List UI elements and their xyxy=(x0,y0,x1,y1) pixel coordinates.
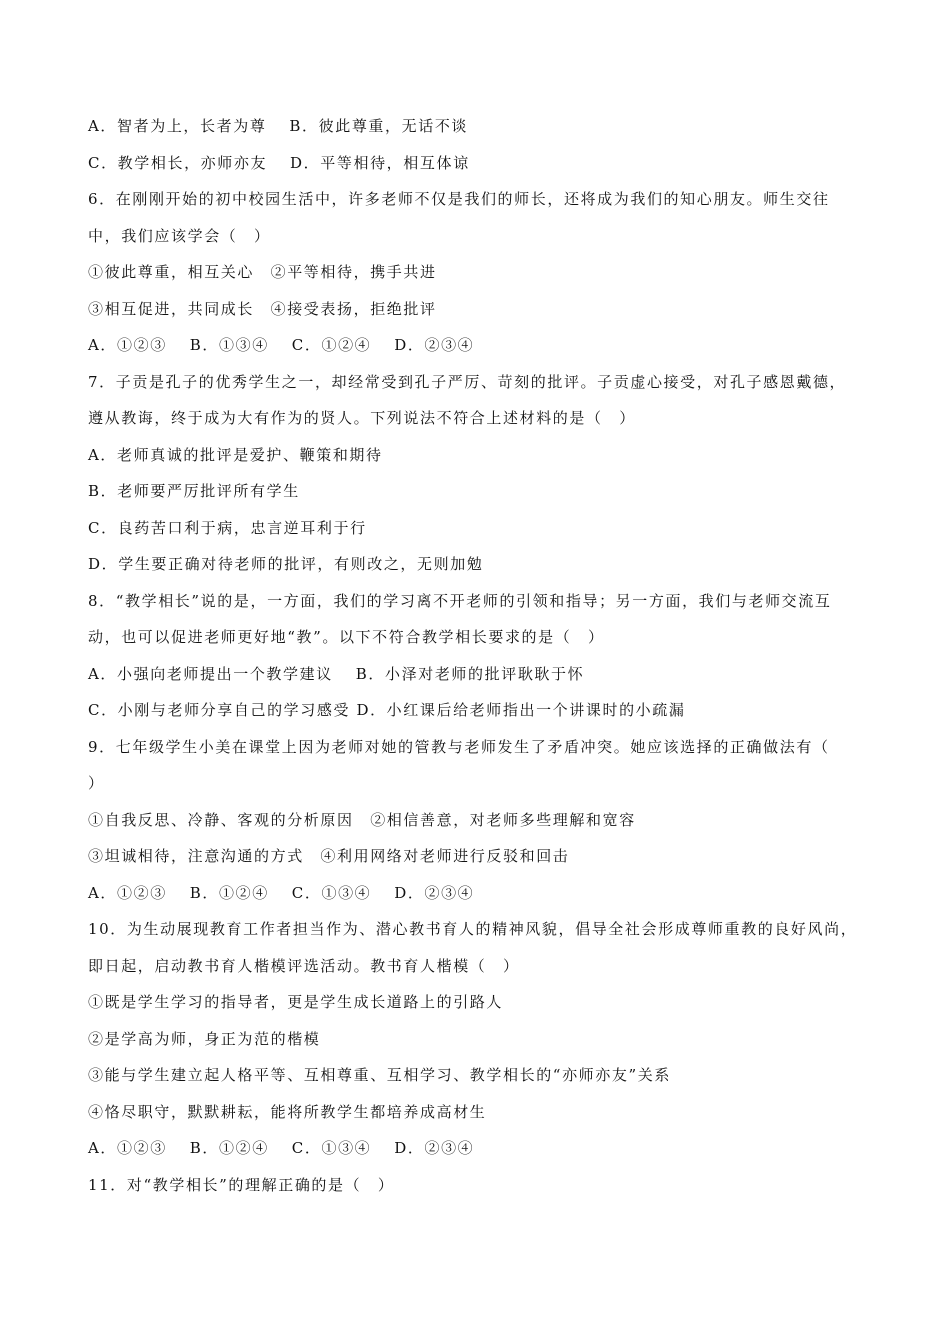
text-line: 8．“教学相长”说的是，一方面，我们的学习离不开老师的引领和指导；另一方面，我们与老师交流互 xyxy=(88,591,832,610)
text-line: ③相互促进，共同成长 ④接受表扬，拒绝批评 xyxy=(88,299,437,318)
text-line: ④恪尽职守，默默耕耘，能将所教学生都培养成高材生 xyxy=(88,1102,487,1121)
text-line: A．小强向老师提出一个教学建议 B．小泽对老师的批评耿耿于怀 xyxy=(88,664,585,683)
text-line: 9．七年级学生小美在课堂上因为老师对她的管教与老师发生了矛盾冲突。她应该选择的正确做法有（ xyxy=(88,737,830,756)
text-line: 遵从教诲，终于成为大有作为的贤人。下列说法不符合上述材料的是（ ） xyxy=(88,409,636,427)
text-line: 动，也可以促进老师更好地“教”。以下不符合教学相长要求的是（ ） xyxy=(88,628,605,646)
text-line: 11．对“教学相长”的理解正确的是（ ） xyxy=(88,1175,395,1194)
text-line: C．小刚与老师分享自己的学习感受 D．小红课后给老师指出一个讲课时的小疏漏 xyxy=(88,701,686,719)
text-line: ） xyxy=(88,774,105,792)
text-line: ①既是学生学习的指导者，更是学生成长道路上的引路人 xyxy=(88,993,504,1011)
text-line: A．①②③ B．①③④ C．①②④ D．②③④ xyxy=(88,336,475,354)
text-line: ①彼此尊重，相互关心 ②平等相待，携手共进 xyxy=(88,263,437,281)
question-text-block xyxy=(88,112,868,1207)
text-line: A．①②③ B．①②④ C．①③④ D．②③④ xyxy=(88,883,475,902)
text-line: 10．为生动展现教育工作者担当作为、潜心教书育人的精神风貌，倡导全社会形成尊师重教的良好风尚， xyxy=(88,920,858,938)
text-line: ③坦诚相待，注意沟通的方式 ④利用网络对老师进行反驳和回击 xyxy=(88,847,570,865)
text-line: D．学生要正确对待老师的批评，有则改之，无则加勉 xyxy=(88,555,484,573)
text-line: 即日起，启动教书育人楷模评选活动。教书育人楷模（ ） xyxy=(88,956,520,975)
text-line: A．①②③ B．①②④ C．①③④ D．②③④ xyxy=(88,1139,475,1157)
text-line: C．良药苦口利于病，忠言逆耳利于行 xyxy=(88,518,367,537)
text-line: B．老师要严厉批评所有学生 xyxy=(88,482,300,500)
text-line: 中，我们应该学会（ ） xyxy=(88,226,271,245)
text-line: 7．子贡是孔子的优秀学生之一，却经常受到孔子严厉、苛刻的批评。子贡虚心接受，对孔子感恩戴德， xyxy=(88,372,847,391)
text-line: A．老师真诚的批评是爱护、鞭策和期待 xyxy=(88,445,383,464)
text-line: 6．在刚刚开始的初中校园生活中，许多老师不仅是我们的师长，还将成为我们的知心朋友。师生交往 xyxy=(88,190,830,208)
text-line: ②是学高为师，身正为范的楷模 xyxy=(88,1029,321,1048)
text-line: A．智者为上，长者为尊 B．彼此尊重，无话不谈 xyxy=(88,117,469,135)
text-line: ③能与学生建立起人格平等、互相尊重、互相学习、教学相长的“亦师亦友”关系 xyxy=(88,1066,671,1084)
text-line: ①自我反思、冷静、客观的分析原因 ②相信善意，对老师多些理解和宽容 xyxy=(88,810,636,829)
text-line: C．教学相长，亦师亦友 D．平等相待，相互体谅 xyxy=(88,153,470,172)
